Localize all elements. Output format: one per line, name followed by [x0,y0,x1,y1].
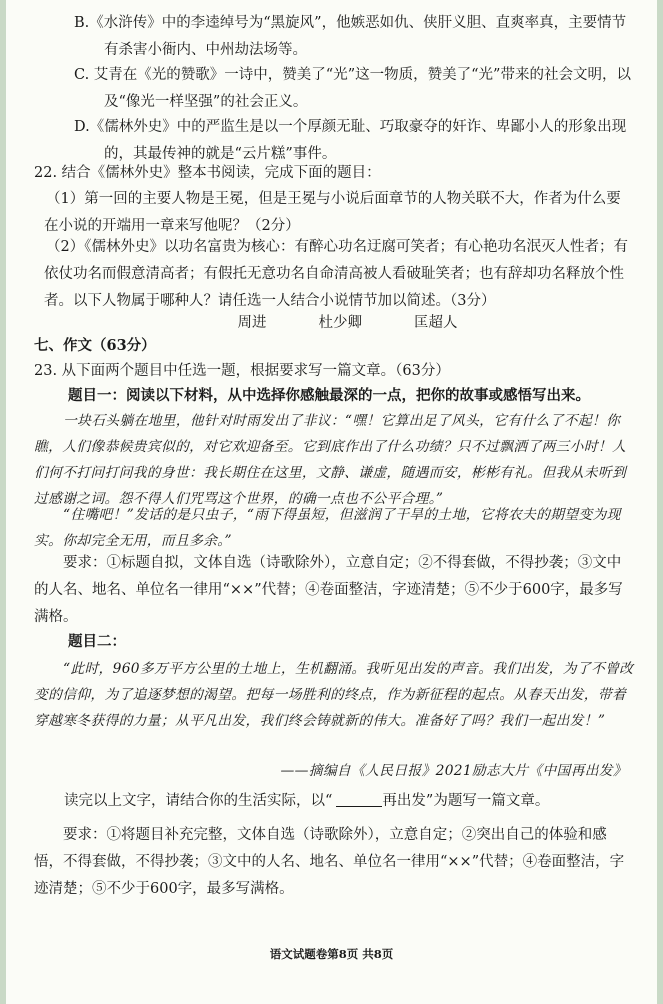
q23-stem: 23. 从下面两个题目中任选一题，根据要求写一篇文章。（63分） [34,363,450,379]
topic2-requirements: 要求：①将题目补充完整，文体自选（诗歌除外），立意自定；②突出自己的体验和感悟，不得套做，不得抄袭；③文中的人名、地名、单位名一律用“××”代替；④卷面整洁，字迹清楚；⑤不少于600字，最多写满格。 [34,827,625,897]
topic2-prompt [64,788,635,815]
topic2-title: 题目二： [68,633,126,650]
name-option: 匡超人 [414,315,458,331]
q22-part1: （1）第一回的主要人物是王冕，但是王冕与小说后面章节的人物关联不大，作者为什么要在小说的开端用一章来写他呢？（2分） [44,191,621,234]
q22-stem: 22. 结合《儒林外史》整本书阅读，完成下面的题目： [34,165,381,181]
exam-page [6,0,657,1004]
title-blank [336,790,382,807]
section-7-heading: 七、作文（63分） [34,337,156,354]
prompt-text-start: 读完以上文字，请结合你的生活实际，以“ [64,793,333,809]
name-option: 杜少卿 [318,315,362,331]
topic1-requirements: 要求：①标题自拟，文体自选（诗歌除外），立意自定；②不得套做，不得抄袭；③文中的人名、地名、单位名一律用“××”代替；④卷面整洁，字迹清楚；⑤不少于600字，最多写满格。 [34,555,623,625]
option-d: D.《儒林外史》中的严监生是以一个厚颜无耻、巧取豪夺的奸诈、卑鄙小人的形象出现的，其最传神的就是“云片糕”事件。 [74,119,627,162]
option-b: B.《水浒传》中的李逵绰号为“黑旋风”，他嫉恶如仇、侠肝义胆、直爽率真，主要情节有杀害小衙内、中州劫法场等。 [74,15,627,58]
topic1-title: 题目一：阅读以下材料，从中选择你感触最深的一点，把你的故事或感悟写出来。 [68,387,590,404]
passage-source: ——摘编自《人民日报》2021励志大片《中国再出发》 [280,763,627,779]
topic2-passage: “此时，960多万平方公里的土地上，生机翻涌。我听见出发的声音。我们出发，为了不曾改变的信仰，为了追逐梦想的渴望。把每一场胜利的终点，作为新征程的起点。从春天出发，带着穿越寒冬获得的力量；从平凡出发，我们终会铸就新的伟大。准备好了吗？我们一起出发！” [34,661,634,729]
q22-part2: （2）《儒林外史》以功名富贵为核心：有醉心功名迂腐可笑者；有心艳功名泯灭人性者；有依仗功名而假意清高者；有假托无意功名自命清高被人看破耻笑者；也有辞却功名释放个性者。以下人物属于哪种人？请任选一人结合小说情节加以简述。（3分） [44,239,628,309]
page-footer: 语文试题卷第8页 共8页 [269,947,394,961]
name-option: 周进 [237,315,267,331]
topic1-passage-2: “住嘴吧！”发话的是只虫子，“雨下得虽短，但滋润了干旱的土地，它将农夫的期望变为现实。你却完全无用，而且多余。” [34,507,621,549]
topic1-passage: 一块石头躺在地里，他针对时雨发出了非议：“嘿！它算出足了风头，它有什么了不起！你瞧，人们像恭候贵宾似的，对它欢迎备至。它到底作出了什么功绩？只不过飘洒了两三小时！人们何不打问打问我的身世：我长期住在这里，文静、谦虚，随遇而安，彬彬有礼。但我从未听到过感谢之词。怨不得人们咒骂这个世界，的确一点也不公平合理。” [34,413,627,507]
prompt-text-end: 再出发”为题写一篇文章。 [382,793,550,809]
option-c: C. 艾青在《光的赞歌》一诗中，赞美了“光”这一物质，赞美了“光”带来的社会文明，以及“像光一样坚强”的社会正义。 [74,67,631,110]
